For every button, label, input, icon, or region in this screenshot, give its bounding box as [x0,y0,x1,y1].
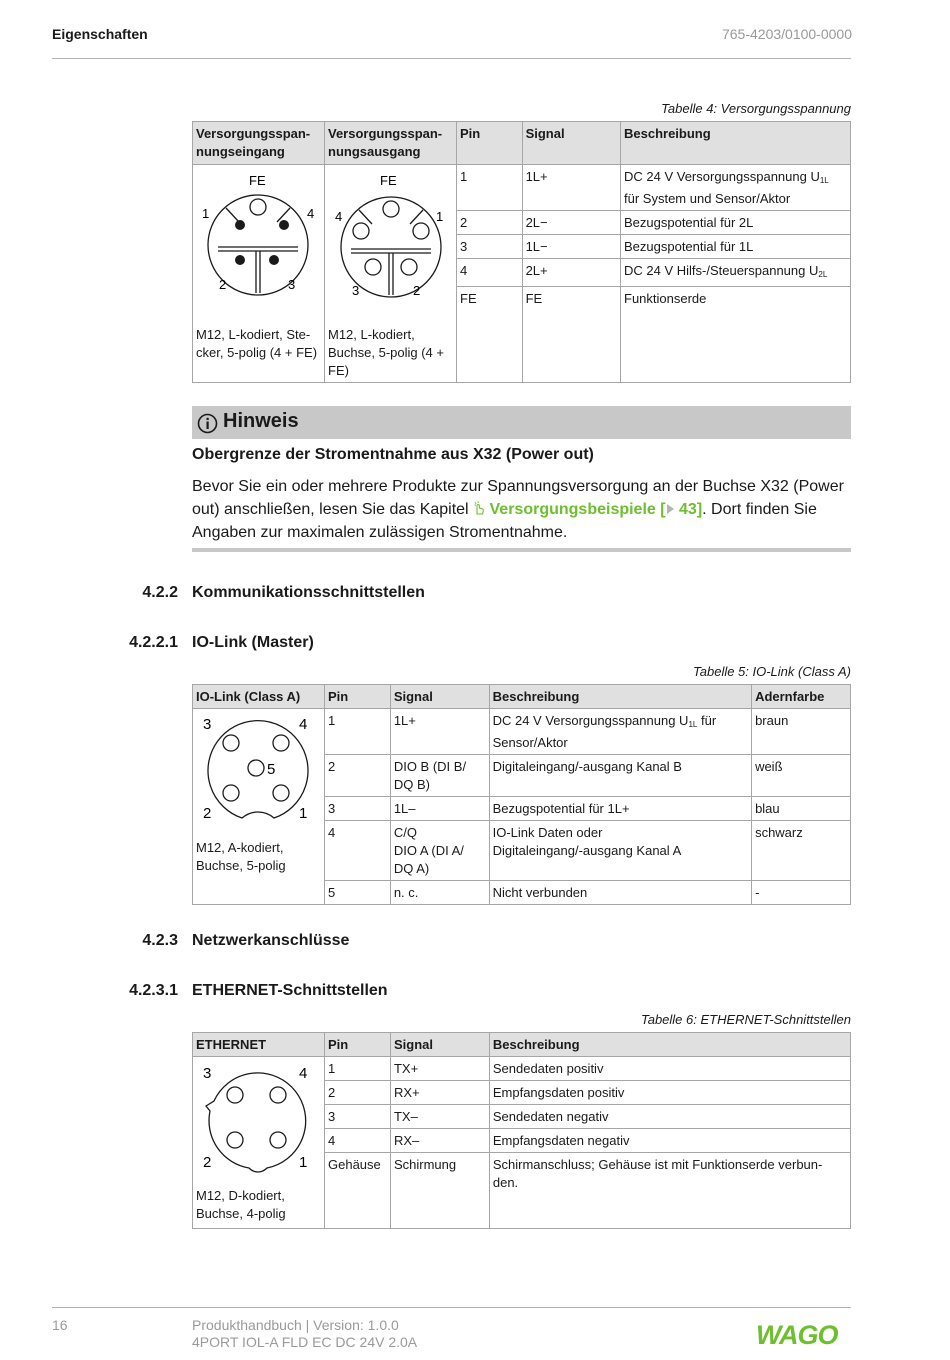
header-section-title: Eigenschaften [52,26,148,42]
section-title-communication-interfaces: Kommunikationsschnittstellen [192,584,425,601]
table5-caption: Tabelle 5: IO-Link (Class A) [693,664,851,679]
note-title: Hinweis [223,410,299,432]
wago-logo [755,1321,852,1347]
socket-pin3-label: 3 [352,283,360,298]
table5-description [489,709,751,755]
table4-signal: FE [522,287,620,383]
table5-description: Nicht verbunden [489,881,751,905]
table6-signal: Schirmung [390,1153,489,1229]
table5-wire-color: braun [752,709,851,755]
plug-fe-label: FE [249,173,266,188]
table6-pin: 1 [325,1057,391,1081]
table5-signal [390,821,489,881]
table5-description: Bezugspotential für 1L+ [489,797,751,821]
table5-pin: 3 [325,797,391,821]
ethernet-pin4-label: 4 [299,1065,308,1082]
table5-diagram-cell [193,709,325,881]
table4-header-signal: Signal [522,122,620,165]
table5-header-pin: Pin [325,685,391,709]
table4-input-connector-label: M12, L-kodiert, Ste-cker, 5-polig (4 + FE) [193,323,325,383]
table4-output-connector-label: M12, L-kodiert, Buchse, 5-polig (4 + FE) [325,323,457,383]
table5-signal: 1L+ [390,709,489,755]
table5-signal [390,755,489,797]
chapter-link-page[interactable]: 43] [679,501,703,518]
table5-wire-color: weiß [752,755,851,797]
table6-description: Sendedaten positiv [489,1057,850,1081]
table-row [193,1057,851,1081]
m12-a-coded-socket-diagram [193,709,324,833]
signal-line-2: DQ B) [393,777,430,792]
table4-description: Bezugspotential für 1L [621,235,851,259]
table4-header-pin: Pin [457,122,523,165]
section-number-4-2-2: 4.2.2 [142,584,178,601]
description-text: DC 24 V Versorgungsspannung U [624,169,820,184]
table5-wire-color: schwarz [752,821,851,881]
m12-d-coded-socket-diagram [193,1057,324,1175]
table4-signal: 1L+ [522,165,620,211]
description-text-2: Digitaleingang/-ausgang Kanal A [492,843,682,858]
table4-socket-diagram-cell [325,165,457,323]
description-text: DC 24 V Versorgungsspannung U [492,713,689,728]
socket-pin2-label: 2 [413,283,421,298]
table4-signal: 2L+ [522,259,620,287]
description-tail: für [697,713,717,728]
footer-page-number: 16 [52,1317,68,1333]
footer-divider [52,1307,851,1308]
table5-connector-label: M12, A-kodiert, Buchse, 5-polig [196,840,286,873]
info-icon [197,413,218,434]
wago-logo-text: WAGO [756,1321,838,1347]
ioLink-pin4-label: 4 [299,716,308,733]
hand-pointer-icon [473,501,485,515]
plug-pin4-label: 4 [307,206,315,221]
plug-pin3-label: 3 [288,277,296,292]
ethernet-pin1-label: 1 [299,1154,308,1171]
m12-l-coded-plug-diagram [193,165,324,315]
table6-ethernet [192,1032,851,1229]
note-subtitle: Obergrenze der Stromentnahme aus X32 (Power out) [192,446,594,463]
table4-header-description: Beschreibung [621,122,851,165]
table4-description [621,259,851,287]
table6-caption: Tabelle 6: ETHERNET-Schnittstellen [640,1012,851,1027]
table6-description: Empfangsdaten negativ [489,1129,850,1153]
table6-signal: TX– [390,1105,489,1129]
note-text-after: . Dort finden Sie Angaben zur maximalen zulässigen Stromentnahme. [192,501,817,541]
table-row [193,881,851,905]
table4-plug-diagram-cell [193,165,325,323]
signal-line-3: DQ A) [393,861,430,876]
description-text-2: den. [492,1175,519,1190]
footer-manual-version: Produkthandbuch | Version: 1.0.0 [192,1317,399,1333]
table6-signal: RX– [390,1129,489,1153]
table6-header-description: Beschreibung [489,1033,850,1057]
table5-wire-color: - [752,881,851,905]
table6-header-connector: ETHERNET [193,1033,325,1057]
table4-pin: 2 [457,211,523,235]
table4-description [621,165,851,211]
subscript: 1L [819,176,829,185]
section-number-4-2-3-1: 4.2.3.1 [129,982,178,999]
table4-pin: 3 [457,235,523,259]
subscript: 2L [818,270,828,279]
table6-description [489,1153,850,1229]
table4-header-input: Versorgungsspan-nungseingang [193,122,325,165]
table-row [193,709,851,755]
m12-l-coded-socket-diagram [325,165,456,315]
section-title-ethernet-interfaces: ETHERNET-Schnittstellen [192,982,388,999]
chapter-link[interactable] [473,501,702,518]
ioLink-pin1-label: 1 [299,805,308,822]
section-number-4-2-2-1: 4.2.2.1 [129,634,178,651]
table6-header-pin: Pin [325,1033,391,1057]
table4-description: Bezugspotential für 2L [621,211,851,235]
table4-header-output: Versorgungsspan-nungsausgang [325,122,457,165]
table-row [193,165,851,211]
table5-pin: 1 [325,709,391,755]
header-doc-number: 765-4203/0100-0000 [721,26,852,42]
table5-header-signal: Signal [390,685,489,709]
table4-header-row [193,122,851,165]
table5-pin: 4 [325,821,391,881]
table5-description: Digitaleingang/-ausgang Kanal B [489,755,751,797]
description-text-2: Sensor/Aktor [492,735,568,750]
table4-supply-voltage [192,121,851,383]
table5-wire-color: blau [752,797,851,821]
ethernet-pin3-label: 3 [203,1065,212,1082]
table5-signal: 1L– [390,797,489,821]
chapter-link-text[interactable]: Versorgungsbeispiele [ [489,501,666,518]
ioLink-pin3-label: 3 [203,716,212,733]
table6-header-row [193,1033,851,1057]
plug-pin1-label: 1 [202,206,210,221]
section-number-4-2-3: 4.2.3 [142,932,178,949]
table6-description: Empfangsdaten positiv [489,1081,850,1105]
table5-header-wire-color: Adernfarbe [752,685,851,709]
table4-pin: FE [457,287,523,383]
table6-diagram-cell [193,1057,325,1229]
ioLink-pin2-label: 2 [203,805,212,822]
ioLink-pin5-label: 5 [267,761,276,778]
table5-header-description: Beschreibung [489,685,751,709]
table5-pin: 5 [325,881,391,905]
table4-signal: 2L− [522,211,620,235]
footer-product-name: 4PORT IOL-A FLD EC DC 24V 2.0A [192,1334,418,1350]
note-body [192,475,852,544]
description-text-2: für System und Sensor/Aktor [624,191,791,206]
signal-line-2: DIO A (DI A/ [393,843,464,858]
note-text-before: Bevor Sie ein oder mehrere Produkte zur Spannungsversorgung an der Buchse X32 (Power out) anschließen, lesen Sie das Kapitel [192,478,844,518]
table6-connector-label: M12, D-kodiert, Buchse, 4-polig [196,1188,286,1221]
table6-description: Sendedaten negativ [489,1105,850,1129]
table5-description [489,821,751,881]
table6-signal: RX+ [390,1081,489,1105]
description-text: Schirmanschluss; Gehäuse ist mit Funktionserde verbun- [492,1157,823,1172]
plug-pin2-label: 2 [219,277,227,292]
section-title-network-connections: Netzwerkanschlüsse [192,932,350,949]
description-text: DC 24 V Hilfs-/Steuerspannung U [624,263,819,278]
note-bottom-rule [192,548,851,552]
signal-line-1: DIO B (DI B/ [393,759,467,774]
table4-pin: 4 [457,259,523,287]
table5-header-connector: IO-Link (Class A) [193,685,325,709]
table5-header-row [193,685,851,709]
table5-diagram-cell-bottom [193,881,325,905]
socket-pin4-label: 4 [335,209,343,224]
signal-line-1: C/Q [393,825,417,840]
socket-pin1-label: 1 [436,209,444,224]
table6-pin: Gehäuse [325,1153,391,1229]
table4-description: Funktionserde [621,287,851,383]
table6-pin: 4 [325,1129,391,1153]
table4-signal: 1L− [522,235,620,259]
table4-pin: 1 [457,165,523,211]
ethernet-pin2-label: 2 [203,1154,212,1171]
description-text: IO-Link Daten oder [492,825,603,840]
table5-io-link [192,684,851,905]
table4-caption: Tabelle 4: Versorgungsspannung [661,101,851,116]
table6-header-signal: Signal [390,1033,489,1057]
table6-pin: 3 [325,1105,391,1129]
table6-signal: TX+ [390,1057,489,1081]
page-arrow-icon [666,503,675,515]
table5-pin: 2 [325,755,391,797]
table5-signal: n. c. [390,881,489,905]
table6-pin: 2 [325,1081,391,1105]
subscript: 1L [688,720,698,729]
section-title-io-link-master: IO-Link (Master) [192,634,314,651]
socket-fe-label: FE [380,173,397,188]
header-divider [52,58,851,59]
